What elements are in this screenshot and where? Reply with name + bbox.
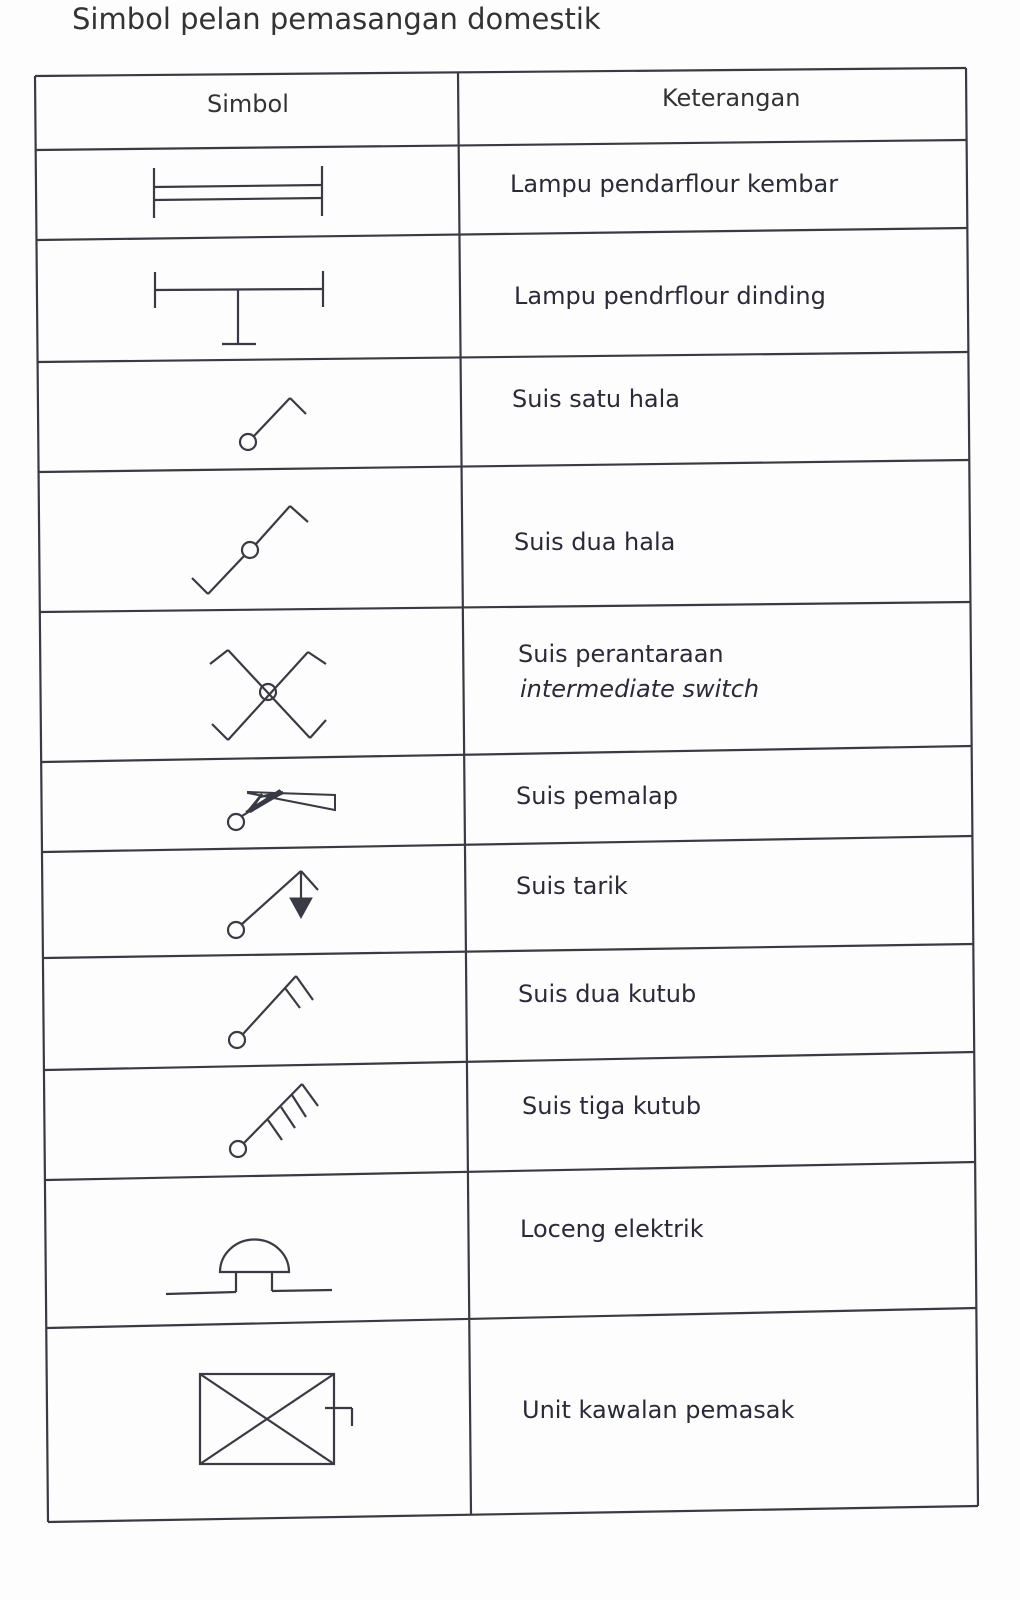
header-description: Keterangan bbox=[662, 84, 801, 112]
row-label: Suis tarik bbox=[516, 872, 628, 900]
header-symbol: Simbol bbox=[207, 90, 289, 118]
row-label: Loceng elektrik bbox=[520, 1215, 704, 1243]
row-label: Suis satu hala bbox=[512, 385, 680, 413]
wall-fluorescent-lamp-icon bbox=[155, 271, 323, 344]
double-pole-switch-icon bbox=[229, 976, 313, 1048]
table-borders bbox=[35, 68, 978, 1522]
row-label: Suis pemalap bbox=[516, 782, 678, 810]
row-label: Suis dua hala bbox=[514, 528, 676, 556]
row-label: Unit kawalan pemasak bbox=[522, 1396, 795, 1424]
row-label: Lampu pendarflour kembar bbox=[510, 170, 839, 198]
row-label: Suis tiga kutub bbox=[522, 1092, 702, 1120]
intermediate-switch-icon bbox=[210, 650, 326, 740]
cooker-control-unit-icon bbox=[200, 1374, 352, 1464]
dimmer-triangle-icon bbox=[246, 790, 335, 812]
electric-bell-icon bbox=[166, 1240, 332, 1294]
row-label: Suis dua kutub bbox=[518, 980, 697, 1008]
one-way-switch-icon bbox=[240, 398, 306, 450]
pull-switch-icon bbox=[228, 871, 318, 938]
page-title: Simbol pelan pemasangan domestik bbox=[72, 2, 601, 36]
twin-fluorescent-lamp-icon bbox=[154, 166, 322, 218]
triple-pole-switch-icon bbox=[230, 1084, 318, 1157]
two-way-switch-icon bbox=[192, 506, 308, 594]
row-label: Lampu pendrflour dinding bbox=[514, 282, 826, 310]
row-sublabel: intermediate switch bbox=[520, 675, 760, 703]
row-label: Suis perantaraan bbox=[518, 640, 724, 668]
